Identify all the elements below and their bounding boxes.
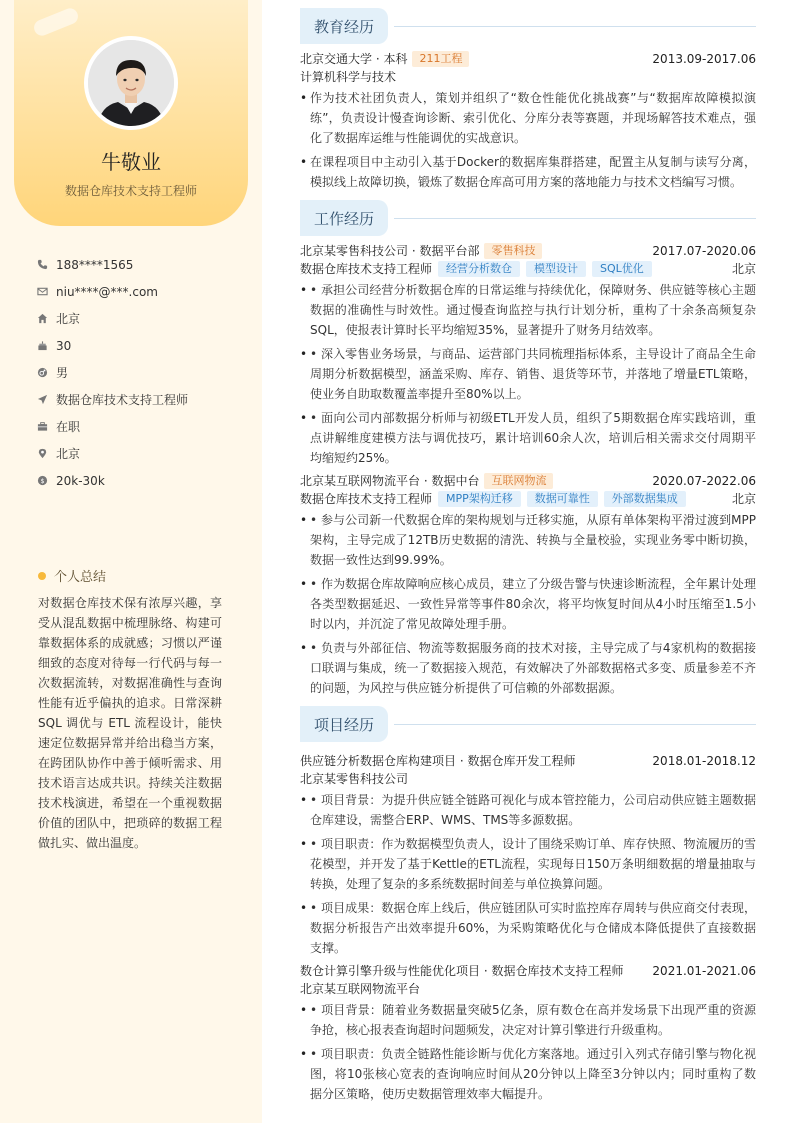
list-item: • • 项目职责：负责全链路性能诊断与优化方案落地。通过引入列式存储引擎与物化视图，将10张核心宽表的查询响应时间从20分钟以上降至3分钟以内；同时重构了数据分区策略，使历史数据管理效率大幅提升。	[300, 1044, 756, 1104]
section-title: 项目经历	[300, 706, 388, 742]
candidate-title: 数据仓库技术支持工程师	[64, 184, 197, 198]
send-icon	[36, 394, 48, 406]
job-city: 北京	[731, 262, 756, 276]
dot-icon	[38, 572, 46, 580]
list-item: • • 项目职责：作为数据模型负责人，设计了围绕采购订单、库存快照、物流履历的雪花模型，并开发了基于Kettle的ETL流程，实现每日150万条明细数据的增量抽取与转换，处理了复杂的多系统数据时间差与单位换算问题。	[300, 834, 756, 894]
salary-icon	[36, 475, 48, 487]
skill-tag: 外部数据集成	[604, 491, 686, 507]
decorative-shape	[32, 6, 81, 38]
job-city: 北京	[731, 492, 756, 506]
summary-heading: 个人总结	[38, 566, 106, 585]
project-company: 北京某互联网物流平台	[300, 982, 421, 996]
company-name: 北京某互联网物流平台 · 数据中台	[300, 474, 480, 488]
home-icon	[36, 313, 48, 325]
list-item: • • 承担公司经营分析数据仓库的日常运维与持续优化，保障财务、供应链等核心主题数据的准确性与时效性。通过慢查询监控与执行计划分析，重构了十余条高频复杂SQL，使报表计算时长平均缩短35%，显著提升了财务月结效率。	[300, 280, 756, 340]
list-item: • • 面向公司内部数据分析师与初级ETL开发人员，组织了5期数据仓库实践培训，重点讲解维度建模方法与调优技巧，累计培训60余人次，培训后相关需求交付周期平均缩短约25%。	[300, 408, 756, 468]
project-date: 2018.01-2018.12	[652, 754, 756, 768]
project-name: 数仓计算引擎升级与性能优化项目 · 数据仓库技术支持工程师	[300, 964, 624, 978]
education-entry	[300, 50, 756, 192]
contact-target-position: 数据仓库技术支持工程师	[36, 386, 188, 413]
location-icon	[36, 448, 48, 460]
contact-phone: 188****1565	[36, 251, 188, 278]
cake-icon	[36, 340, 48, 352]
contact-list	[36, 251, 188, 494]
contact-age: 30	[36, 332, 188, 359]
education-section-header	[300, 8, 756, 44]
divider	[394, 26, 756, 27]
skill-tag: MPP架构迁移	[438, 491, 521, 507]
candidate-name: 牛敬业	[101, 150, 161, 174]
school-tag: 211工程	[412, 51, 469, 67]
svg-text:$: $	[39, 476, 45, 485]
main-content	[300, 8, 756, 1108]
project-bullets	[300, 1000, 756, 1104]
briefcase-icon	[36, 421, 48, 433]
section-title: 教育经历	[300, 8, 388, 44]
contact-gender: 男	[36, 359, 188, 386]
section-title: 工作经历	[300, 200, 388, 236]
summary-text: 对数据仓库技术保有浓厚兴趣，享受从混乱数据中梳理脉络、构建可靠数据体系的成就感；习惯以严谨细致的态度对待每一行代码与每一次数据流转，对数据准确性与查询性能有近乎偏执的追求。日常深耕 SQL 调优与 ETL 流程设计，能快速定位数据异常并给出稳当方案，在跨团队协作中善于倾听需求、用技术语言达成共识。持续关注数据技术栈演进，希望在一个重视数据价值的团队中，把琐碎的数据工程做扎实、做出温度。	[38, 596, 222, 850]
company-name: 北京某零售科技公司 · 数据平台部	[300, 244, 480, 258]
major: 计算机科学与技术	[300, 70, 397, 84]
list-item: • • 项目背景：为提升供应链全链路可视化与成本管控能力，公司启动供应链主题数据仓库建设，需整合ERP、WMS、TMS等多源数据。	[300, 790, 756, 830]
list-item: • • 参与公司新一代数据仓库的架构规划与迁移实施，从原有单体架构平滑过渡到MPP架构，主导完成了12TB历史数据的清洗、转换与全量校验，实现业务零中断切换，数据一致性达到99.99%。	[300, 510, 756, 570]
list-item: • • 深入零售业务场景，与商品、运营部门共同梳理指标体系，主导设计了商品全生命周期分析数据模型，涵盖采购、库存、销售、退货等环节，并落地了增量ETL策略，使业务自助取数覆盖率提升至80%以上。	[300, 344, 756, 404]
project-entry	[300, 752, 756, 958]
sidebar	[0, 0, 262, 1123]
profile-header	[14, 0, 248, 226]
work-bullets	[300, 510, 756, 698]
job-role: 数据仓库技术支持工程师	[300, 492, 433, 506]
industry-tag: 零售科技	[484, 243, 542, 259]
work-date: 2020.07-2022.06	[652, 474, 756, 488]
phone-icon	[36, 259, 48, 271]
contact-status: 在职	[36, 413, 188, 440]
education-bullets	[300, 88, 756, 192]
projects-section-header	[300, 706, 756, 742]
work-date: 2017.07-2020.06	[652, 244, 756, 258]
list-item: • • 项目成果：数据仓库上线后，供应链团队可实时监控库存周转与供应商交付表现，数据分析报告产出效率提升60%，为采购策略优化与仓储成本降低提供了直接数据支撑。	[300, 898, 756, 958]
project-entry	[300, 962, 756, 1104]
list-item: • • 负责与外部征信、物流等数据服务商的技术对接，主导完成了与4家机构的数据接口联调与集成，统一了数据接入规范，有效解决了外部数据格式多变、质量参差不齐的问题，为风控与供应链分析提供了可信赖的外部数据源。	[300, 638, 756, 698]
work-section-header	[300, 200, 756, 236]
project-name: 供应链分析数据仓库构建项目 · 数据仓库开发工程师	[300, 754, 576, 768]
education-date: 2013.09-2017.06	[652, 52, 756, 66]
list-item: • 在课程项目中主动引入基于Docker的数据库集群搭建，配置主从复制与读写分离，模拟线上故障切换，锻炼了数据仓库高可用方案的落地能力与技术文档编写习惯。	[300, 152, 756, 192]
skill-tag: 模型设计	[526, 261, 586, 277]
list-item: • 作为技术社团负责人，策划并组织了“数仓性能优化挑战赛”与“数据库故障模拟演练”，负责设计慢查询诊断、索引优化、分库分表等赛题，并现场解答技术难点，强化了数据库运维与性能调优的实战意识。	[300, 88, 756, 148]
divider	[394, 724, 756, 725]
project-bullets	[300, 790, 756, 958]
skill-tag: 经营分析数仓	[438, 261, 520, 277]
contact-email: niu****@***.com	[36, 278, 188, 305]
contact-salary: $ 20k-30k	[36, 467, 188, 494]
project-company: 北京某零售科技公司	[300, 772, 409, 786]
skill-tag: SQL优化	[592, 261, 652, 277]
avatar-photo	[88, 40, 174, 126]
skill-tag: 数据可靠性	[527, 491, 598, 507]
list-item: • • 作为数据仓库故障响应核心成员，建立了分级告警与快速诊断流程，全年累计处理各类型数据延迟、一致性异常等事件80余次，将平均恢复时间从4小时压缩至1.5小时以内，并沉淀了常见故障处理手册。	[300, 574, 756, 634]
project-date: 2021.01-2021.06	[652, 964, 756, 978]
gender-icon	[36, 367, 48, 379]
industry-tag: 互联网物流	[484, 473, 553, 489]
work-bullets	[300, 280, 756, 468]
job-role: 数据仓库技术支持工程师	[300, 262, 433, 276]
contact-location: 北京	[36, 440, 188, 467]
work-entry	[300, 472, 756, 698]
list-item: • • 项目背景：随着业务数据量突破5亿条，原有数仓在高并发场景下出现严重的资源争抢，核心报表查询超时问题频发，决定对计算引擎进行升级重构。	[300, 1000, 756, 1040]
avatar	[84, 36, 178, 130]
divider	[394, 218, 756, 219]
mail-icon	[36, 286, 48, 298]
school-name: 北京交通大学 · 本科	[300, 52, 408, 66]
work-entry	[300, 242, 756, 468]
contact-hometown: 北京	[36, 305, 188, 332]
